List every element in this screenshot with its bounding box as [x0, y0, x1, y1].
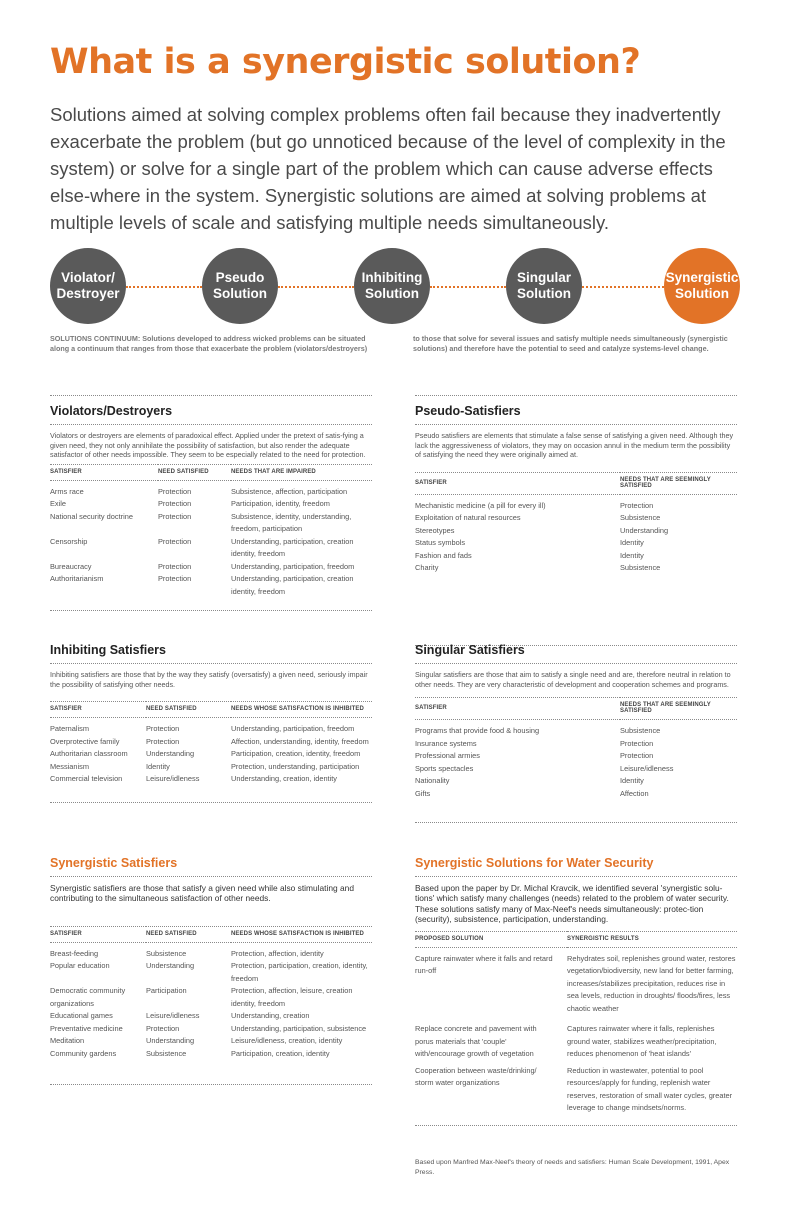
section-description: Pseudo satisfiers are elements that stimulate a false sense of satisfying a given need. Although they lack the aggressiveness of violators, they may on occasion annul in the medium term the possibility of satisfying the need they were originally aimed at. [415, 431, 734, 460]
table-cell: Authoritarian classroom [50, 749, 128, 759]
table-row [50, 1023, 372, 1036]
continuum-step-violator: Violator/ Destroyer [50, 248, 126, 324]
table-cell: Protection [158, 561, 192, 571]
table-cell: Identity [620, 776, 644, 786]
table-cell: Community gardens [50, 1048, 117, 1058]
table-cell: Identity [620, 538, 644, 548]
table-row [50, 748, 372, 761]
section-description: Violators or destroyers are elements of paradoxical effect. Applied under the pretext of satis-fying a given need, they not only annihilate the possibility of satisfaction, but also render the adequate satisfactor of other needs impossible. They seem to be especially related to the need for protection. [50, 431, 366, 460]
table-row [50, 1010, 372, 1023]
divider [50, 802, 372, 803]
section-violators [50, 395, 372, 611]
table-cell: Understanding, participation, freedom [231, 724, 355, 734]
table-row [415, 750, 737, 763]
divider [415, 663, 737, 664]
table-cell: Rehydrates soil, replenishes ground water, restores vegetation/biodiversity, new land for better farming, increases/stabilizes precipitation, reduces rise in sea levels, reduction in droughts/ floods/fires, less chaotic weather [567, 953, 736, 1013]
table-cell: Sports spectacles [415, 763, 474, 773]
column-header: NEED SATISFIED [146, 702, 231, 718]
divider [415, 876, 737, 877]
table-cell: Messianism [50, 761, 90, 771]
column-header: NEEDS WHOSE SATISFACTION IS INHIBITED [231, 926, 372, 942]
table-cell: Censorship [50, 536, 88, 546]
section-inhibiting-satisfiers [50, 643, 372, 803]
table-row [415, 1015, 737, 1061]
table-cell: Exploitation of natural resources [415, 513, 521, 523]
table-row [415, 550, 737, 563]
table-row [50, 536, 372, 561]
table-cell: Protection, affection, leisure, creation identity, freedom [231, 986, 353, 1008]
table-row [50, 498, 372, 511]
table-cell: Protection [620, 500, 654, 510]
divider [415, 822, 737, 823]
table-cell: Stereotypes [415, 525, 455, 535]
table-cell: Understanding [146, 749, 195, 759]
table-cell: Subsistence, affection, participation [231, 486, 348, 496]
table-cell: Democratic community organizations [50, 986, 126, 1008]
column-header: NEEDS THAT ARE SEEMINGLY SATISFIED [620, 472, 737, 494]
table-cell: National security doctrine [50, 511, 133, 521]
table-cell: Leisure/idleness [620, 763, 674, 773]
table-cell: Subsistence [620, 726, 661, 736]
table-row [415, 1061, 737, 1115]
continuum-caption-right: to those that solve for several issues and satisfy multiple needs simultaneously (synergistic solutions) and therefore have the potential to seed and catalyze systems-level change. [413, 334, 728, 353]
table-cell: Understanding, creation, identity [231, 774, 337, 784]
section-title: Inhibiting Satisfiers [50, 643, 166, 657]
table-row [415, 738, 737, 751]
table-row [415, 775, 737, 788]
table-cell: Protection, participation, creation, identity, freedom [231, 961, 368, 983]
table-row [415, 788, 737, 801]
table-cell: Insurance systems [415, 738, 477, 748]
section-title: Violators/Destroyers [50, 404, 173, 418]
continuum-step-inhibiting: Inhibiting Solution [354, 248, 430, 324]
table-cell: Overprotective family [50, 736, 120, 746]
divider [415, 395, 737, 396]
column-header: SATISFIER [50, 926, 146, 942]
table-row [50, 761, 372, 774]
table-cell: Protection [158, 511, 192, 521]
satisfier-table [50, 926, 372, 1061]
column-header: SYNERGISTIC RESULTS [567, 931, 737, 947]
table-row [415, 562, 737, 575]
section-singular-satisfiers [415, 643, 737, 823]
table-cell: Protection [620, 738, 654, 748]
table-cell: Protection [158, 486, 192, 496]
table-row [50, 1048, 372, 1061]
table-cell: Leisure/idleness [146, 1011, 200, 1021]
table-cell: Programs that provide food & housing [415, 726, 540, 736]
table-cell: Protection [158, 536, 192, 546]
footnote: Based upon Manfred Max-Neef's theory of needs and satisfiers: Human Scale Development, 1991, Apex Press. [415, 1159, 730, 1176]
divider [50, 610, 372, 611]
column-header: SATISFIER [50, 702, 146, 718]
table-cell: Meditation [50, 1036, 85, 1046]
section-water-security [415, 856, 737, 1126]
satisfier-table [50, 464, 372, 599]
column-header: NEED SATISFIED [146, 926, 231, 942]
column-header: SATISFIER [415, 698, 620, 720]
table-cell: Professional armies [415, 751, 480, 761]
table-cell: Commercial television [50, 774, 123, 784]
table-cell: Status symbols [415, 538, 466, 548]
table-cell: Participation [146, 986, 187, 996]
table-cell: Identity [620, 550, 644, 560]
table-cell: Understanding, participation, freedom [231, 561, 355, 571]
table-row [415, 525, 737, 538]
table-row [415, 763, 737, 776]
continuum-step-singular: Singular Solution [506, 248, 582, 324]
column-header: PROPOSED SOLUTION [415, 931, 567, 947]
section-title: Synergistic Satisfiers [50, 856, 178, 870]
section-title: Pseudo-Satisfiers [415, 404, 521, 418]
table-cell: Leisure/idleness, creation, identity [231, 1036, 343, 1046]
section-description: Singular satisfiers are those that aim to satisfy a single need and are, therefore neutral in relation to other needs. They are very characteristic of development and cooperation schemes and programs. [415, 670, 731, 689]
table-row [50, 480, 372, 498]
table-row [50, 1035, 372, 1048]
table-cell: Participation, creation, identity, freedom [231, 749, 361, 759]
table-row [415, 947, 737, 1015]
table-row [415, 537, 737, 550]
connector-dots [430, 286, 506, 288]
table-cell: Replace concrete and pavement with porus materials that 'couple' with/encourage growth of vegetation [415, 1024, 537, 1059]
column-header: SATISFIER [415, 472, 620, 494]
section-description: Synergistic satisfiers are those that satisfy a given need while also stimulating and contributing to the simultaneous satisfaction of other needs. [50, 883, 354, 904]
table-cell: Gifts [415, 788, 431, 798]
table-cell: Affection, understanding, identity, freedom [231, 736, 369, 746]
divider [50, 876, 372, 877]
divider [415, 424, 737, 425]
table-cell: Understanding, participation, subsistence [231, 1023, 367, 1033]
table-cell: Protection, affection, identity [231, 948, 324, 958]
table-cell: Paternalism [50, 724, 90, 734]
table-row [415, 720, 737, 738]
table-cell: Arms race [50, 486, 84, 496]
connector-dots [582, 286, 664, 288]
table-cell: Protection [146, 724, 180, 734]
table-cell: Mechanistic medicine (a pill for every ill) [415, 500, 546, 510]
column-header: SATISFIER [50, 464, 158, 480]
divider [50, 1084, 372, 1085]
table-cell: Educational games [50, 1011, 113, 1021]
section-pseudo-satisfiers [415, 395, 737, 575]
continuum-step-pseudo: Pseudo Solution [202, 248, 278, 324]
table-cell: Subsistence [146, 1048, 187, 1058]
table-cell: Protection [158, 574, 192, 584]
divider [50, 663, 372, 664]
table-row [415, 512, 737, 525]
table-cell: Cooperation between waste/drinking/ storm water organizations [415, 1065, 537, 1088]
table-cell: Nationality [415, 776, 450, 786]
table-cell: Exile [50, 499, 67, 509]
table-row [50, 736, 372, 749]
table-cell: Subsistence, identity, understanding, freedom, participation [231, 511, 352, 534]
table-cell: Bureaucracy [50, 561, 92, 571]
table-row [50, 511, 372, 536]
table-cell: Understanding [146, 1036, 195, 1046]
satisfier-table [415, 472, 737, 575]
section-synergistic-satisfiers [50, 856, 372, 1085]
satisfier-table [50, 701, 372, 786]
continuum-step-synergistic: Synergistic Solution [664, 248, 740, 324]
table-cell: Charity [415, 563, 439, 573]
page-title: What is a synergistic solution? [50, 42, 641, 82]
table-cell: Participation, creation, identity [231, 1048, 330, 1058]
table-cell: Understanding, participation, creation identity, freedom [231, 574, 354, 596]
table-row [415, 494, 737, 512]
table-cell: Subsistence [146, 948, 187, 958]
continuum-caption-left: SOLUTIONS CONTINUUM: Solutions developed to address wicked problems can be situated along a continuum that ranges from those that exacerbate the problem (violators/destroyers) [50, 334, 368, 353]
table-cell: Reduction in wastewater, potential to pool resources/apply for funding, replenish water reserves, restoration of small water cycles, greater leverage to change mindsets/norms. [567, 1065, 733, 1113]
divider [50, 424, 372, 425]
table-cell: Leisure/idleness [146, 774, 200, 784]
table-cell: Understanding [620, 525, 669, 535]
satisfier-table [415, 697, 737, 800]
table-cell: Protection [620, 751, 654, 761]
table-row [50, 773, 372, 786]
connector-dots [126, 286, 202, 288]
solutions-continuum [50, 248, 740, 324]
table-cell: Affection [620, 788, 649, 798]
table-cell: Protection [158, 499, 192, 509]
divider [50, 395, 372, 396]
table-cell: Understanding, creation [231, 1011, 310, 1021]
table-row [50, 573, 372, 598]
table-row [50, 985, 372, 1010]
table-cell: Breast-feeding [50, 948, 99, 958]
divider [415, 1125, 737, 1126]
table-cell: Capture rainwater where it falls and retard run-off [415, 953, 553, 976]
table-cell: Subsistence [620, 563, 661, 573]
table-row [50, 960, 372, 985]
column-header: NEED SATISFIED [158, 464, 231, 480]
section-description: Based upon the paper by Dr. Michal Kravcik, we identified several 'synergistic solu-tions' which satisfy many challenges (needs) related to the problem of water security. These solutions satisfy many of Max-Neef's needs simultaneously: protec-tion (security), subsistence, participation, understanding. [415, 883, 729, 925]
table-row [50, 718, 372, 736]
table-cell: Protection [146, 736, 180, 746]
table-cell: Captures rainwater where it falls, replenishes ground water, stabilizes weather/precipitation, reduces phenomenon of 'heat islands' [567, 1024, 717, 1059]
section-title: Synergistic Solutions for Water Security [415, 856, 654, 870]
table-cell: Understanding, participation, creation identity, freedom [231, 536, 354, 559]
connector-dots [278, 286, 354, 288]
table-cell: Subsistence [620, 513, 661, 523]
section-title: Singular Satisfiers [415, 643, 525, 657]
table-cell: Protection, understanding, participation [231, 761, 360, 771]
table-cell: Participation, identity, freedom [231, 499, 330, 509]
table-cell: Understanding [146, 961, 195, 971]
table-cell: Popular education [50, 961, 110, 971]
table-cell: Fashion and fads [415, 550, 472, 560]
column-header: NEEDS THAT ARE SEEMINGLY SATISFIED [620, 698, 737, 720]
intro-paragraph: Solutions aimed at solving complex problems often fail because they inadvertently exacerbate the problem (but go unnoticed because of the level of complexity in the system) or solve for a single part of the problem which can cause adverse effects else-where in the system. Synergistic solutions are aimed at solving problems at multiple levels of scale and satisfying multiple needs simultaneously. [50, 104, 726, 233]
table-cell: Preventative medicine [50, 1023, 123, 1033]
table-row [50, 942, 372, 960]
table-row [50, 561, 372, 574]
table-cell: Identity [146, 761, 170, 771]
table-cell: Protection [146, 1023, 180, 1033]
column-header: NEEDS WHOSE SATISFACTION IS INHIBITED [231, 702, 372, 718]
table-cell: Authoritarianism [50, 574, 104, 584]
section-description: Inhibiting satisfiers are those that by the way they satisfy (oversatisfy) a given need, seriously impair the possibility of satisfying other needs. [50, 670, 368, 689]
solutions-table [415, 931, 737, 1115]
column-header: NEEDS THAT ARE IMPAIRED [231, 464, 372, 480]
